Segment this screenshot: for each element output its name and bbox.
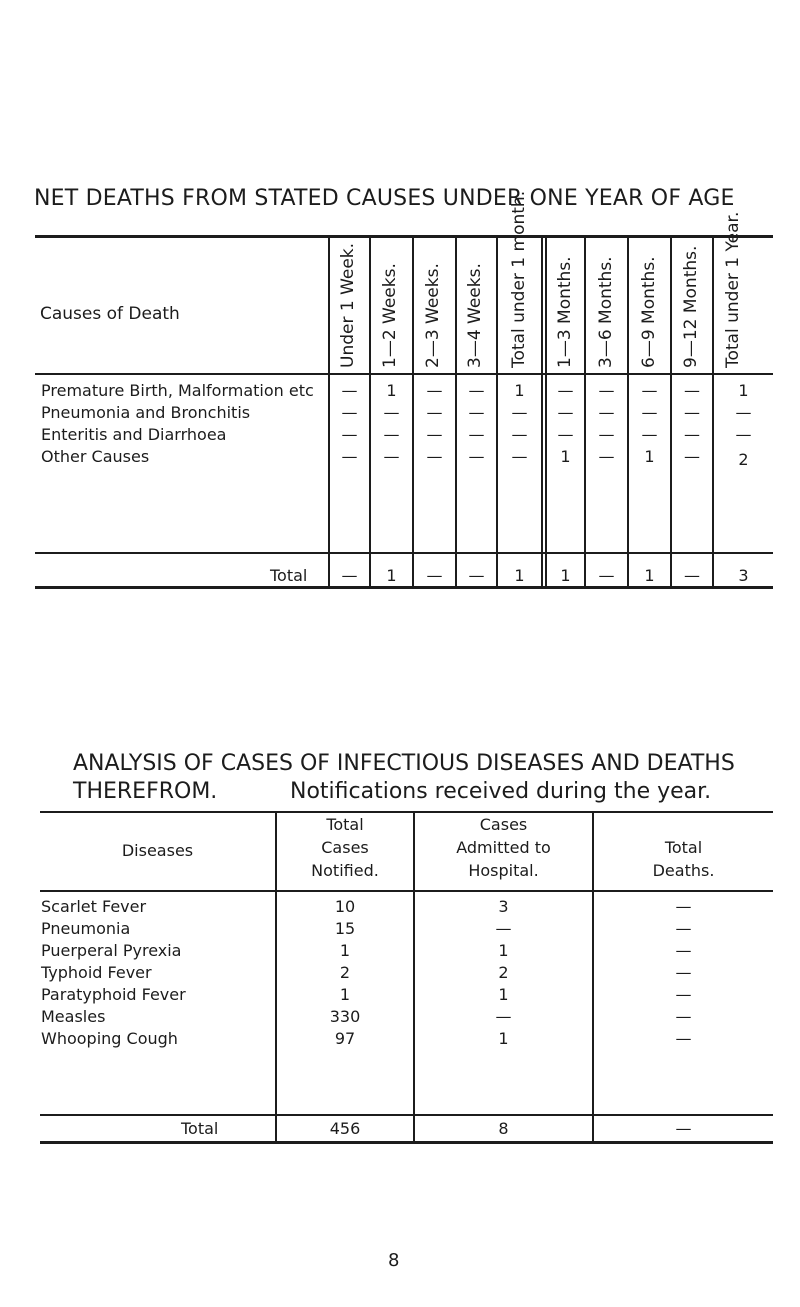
total-cell: 3	[738, 566, 749, 585]
table-cell: —	[598, 447, 615, 466]
table-cell: —	[641, 425, 658, 444]
table1-header-rule	[35, 373, 773, 375]
disease-label: Scarlet Fever	[41, 897, 147, 916]
hospital-cell: 1	[498, 1029, 509, 1048]
deaths-cell: —	[675, 963, 692, 982]
table-cell: 1	[386, 381, 397, 400]
table2-subtitle-left: THEREFROM.	[73, 779, 218, 804]
table-cell: —	[426, 425, 443, 444]
disease-label: Puerperal Pyrexia	[41, 941, 182, 960]
col-header-3-4-weeks: 3—4 Weeks.	[465, 263, 485, 368]
table1-total-rule	[35, 552, 773, 554]
col-header-3-6-months: 3—6 Months.	[596, 256, 616, 368]
col-header-total-under-1-month: Total under 1 month.	[509, 190, 529, 368]
disease-label: Whooping Cough	[41, 1029, 178, 1048]
table-cell: —	[557, 425, 574, 444]
table-cell: —	[468, 447, 485, 466]
table-cell: —	[511, 447, 528, 466]
table-cell: —	[383, 447, 400, 466]
table2-total-label: Total	[181, 1119, 219, 1138]
total-cell: 1	[644, 566, 655, 585]
header-hospital-3: Hospital.	[468, 861, 539, 880]
disease-label: Pneumonia	[41, 919, 131, 938]
deaths-cell: —	[675, 919, 692, 938]
table-cell: 1	[514, 381, 525, 400]
col-header-total-under-1-year: Total under 1 Year.	[723, 211, 743, 368]
table2-header-rule	[40, 890, 773, 892]
header-notified-2: Cases	[321, 838, 369, 857]
table1-corner-label: Causes of Death	[40, 304, 180, 324]
table-cell: —	[426, 447, 443, 466]
hospital-cell: 3	[498, 897, 509, 916]
total-cell: —	[468, 566, 485, 585]
notified-cell: 10	[334, 897, 356, 916]
row-label: Pneumonia and Bronchitis	[41, 403, 251, 422]
total-deaths-cell: —	[675, 1119, 692, 1138]
col-header-9-12-months: 9—12 Months.	[681, 245, 701, 368]
total-cell: 1	[386, 566, 397, 585]
table-cell: —	[641, 381, 658, 400]
t1-vline	[541, 237, 543, 588]
row-label: Premature Birth, Malformation etc	[41, 381, 314, 400]
hospital-cell: 1	[498, 985, 509, 1004]
hospital-cell: 1	[498, 941, 509, 960]
notified-cell: 1	[339, 941, 351, 960]
total-label: Total	[270, 566, 308, 585]
col-header-under-1-week: Under 1 Week.	[338, 242, 358, 368]
col-header-6-9-months: 6—9 Months.	[639, 256, 659, 368]
table1-bottom-rule	[35, 586, 773, 589]
table-cell: —	[684, 381, 700, 400]
table-cell: 2	[738, 450, 749, 469]
table-cell: —	[341, 425, 358, 444]
notified-cell: 1	[339, 985, 351, 1004]
disease-label: Paratyphoid Fever	[41, 985, 186, 1004]
header-diseases: Diseases	[121, 841, 194, 860]
total-hospital-cell: 8	[498, 1119, 509, 1138]
table-cell: —	[735, 403, 752, 422]
deaths-cell: —	[675, 1007, 692, 1026]
total-cell: 1	[514, 566, 525, 585]
deaths-cell: —	[675, 897, 692, 916]
row-label: Other Causes	[41, 447, 150, 466]
table-cell: —	[641, 403, 658, 422]
table-cell: —	[598, 381, 615, 400]
table-cell: —	[468, 403, 485, 422]
notified-cell: 2	[339, 963, 351, 982]
table-cell: —	[684, 403, 700, 422]
table-cell: —	[511, 403, 528, 422]
table-cell: —	[511, 425, 528, 444]
table-cell: 1	[560, 447, 571, 466]
table-cell: 1	[738, 381, 749, 400]
header-deaths-1: Total	[664, 838, 703, 857]
table2-title: ANALYSIS OF CASES OF INFECTIOUS DISEASES AND DEATHS	[73, 751, 735, 776]
table-cell: —	[684, 425, 700, 444]
col-header-2-3-weeks: 2—3 Weeks.	[423, 263, 443, 368]
header-hospital-2: Admitted to	[456, 838, 551, 857]
table-cell: —	[557, 381, 574, 400]
table-cell: —	[426, 403, 443, 422]
col-header-1-2-weeks: 1—2 Weeks.	[380, 263, 400, 368]
total-cell: —	[598, 566, 615, 585]
table-cell: —	[598, 425, 615, 444]
table-cell: —	[341, 403, 358, 422]
notified-cell: 97	[334, 1029, 356, 1048]
table2-total-rule	[40, 1114, 773, 1116]
page-number: 8	[388, 1250, 400, 1271]
table-cell: —	[383, 403, 400, 422]
hospital-cell: —	[495, 919, 512, 938]
table-cell: —	[468, 381, 485, 400]
total-cell: —	[426, 566, 443, 585]
table-cell: —	[341, 447, 358, 466]
table-cell: 1	[644, 447, 655, 466]
table-cell: —	[426, 381, 443, 400]
total-cell: —	[341, 566, 358, 585]
deaths-cell: —	[675, 941, 692, 960]
deaths-cell: —	[675, 985, 692, 1004]
hospital-cell: 2	[498, 963, 509, 982]
table-cell: —	[735, 425, 752, 444]
total-cell: —	[684, 566, 700, 585]
table1-top-rule	[35, 235, 773, 238]
table1-title: NET DEATHS FROM STATED CAUSES UNDER ONE YEAR OF AGE	[34, 186, 735, 211]
header-notified-3: Notified.	[311, 861, 379, 880]
table-cell: —	[598, 403, 615, 422]
table-cell: —	[383, 425, 400, 444]
header-notified-1: Total	[326, 815, 364, 834]
col-header-1-3-months: 1—3 Months.	[555, 256, 575, 368]
notified-cell: 330	[329, 1007, 361, 1026]
disease-label: Measles	[41, 1007, 106, 1026]
total-notified-cell: 456	[329, 1119, 361, 1138]
row-label: Enteritis and Diarrhoea	[41, 425, 227, 444]
disease-label: Typhoid Fever	[41, 963, 152, 982]
hospital-cell: —	[495, 1007, 512, 1026]
table2-subtitle-right: Notifications received during the year.	[290, 779, 712, 804]
table-cell: —	[341, 381, 358, 400]
table-cell: —	[557, 403, 574, 422]
table2-top-rule	[40, 811, 773, 813]
table-cell: —	[684, 447, 700, 466]
header-deaths-2: Deaths.	[652, 861, 715, 880]
deaths-cell: —	[675, 1029, 692, 1048]
table-cell: —	[468, 425, 485, 444]
notified-cell: 15	[334, 919, 356, 938]
table2-bottom-rule	[40, 1141, 773, 1144]
total-cell: 1	[560, 566, 571, 585]
header-hospital-1: Cases	[479, 815, 528, 834]
